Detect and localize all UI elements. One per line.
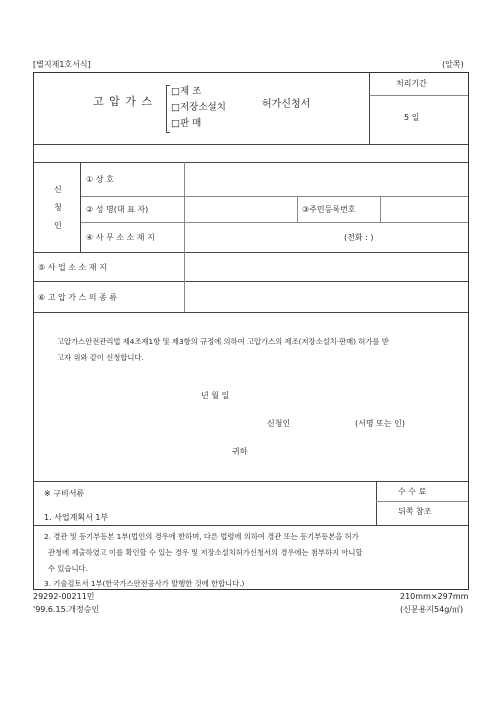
fee-note: 뒤쪽 참조 [398,507,432,516]
title-suffix: 허가신청서 [262,99,311,110]
doc-item-1: 1. 사업계획서 1부 [44,513,109,522]
page-side-label: (앞쪽) [442,60,464,69]
form-number: [별지제1호서식] [33,60,91,69]
phone-label: (전화 : ) [344,233,374,242]
processing-value: 5 일 [404,113,420,122]
business-name-label: ① 상 호 [86,175,114,184]
date-line: 년 월 일 [201,391,230,400]
applicant-label-2: 청 [54,203,62,212]
option-manufacture: □제 조 [171,86,202,97]
doc-item-2-line-3: 수 있습니다. [48,564,88,573]
title-main: 고 압 가 스 [93,95,153,108]
addressee: 귀하 [232,447,248,456]
applicant-label-1: 신 [54,185,62,194]
form-code: 29292-00211민 [33,592,95,601]
business-site-address-label: ⑤ 사 업 소 소 재 지 [38,263,107,272]
processing-label: 처리기간 [396,79,427,88]
paper-spec: (신문용지54g/㎡) [400,605,464,614]
doc-item-2-line-2: 관청에 제출하였고 이를 확인할 수 있는 경우 및 저장소설치허가신청서의 경우에는 첨부하지 아니할 [48,548,363,557]
option-storage: □저장소설치 [171,102,226,113]
signature-placeholder: (서명 또는 인) [355,419,405,428]
statement-line-1: 고압가스안전관리법 제4조제1항 및 제3항의 규정에 의하여 고압가스의 제조(저장소설치·판매) 허가를 받 [57,337,389,346]
paper-size: 210mm×297mm [400,592,469,601]
office-address-label: ④ 사 무 소 소 재 지 [86,233,155,242]
statement-line-2: 고자 위와 같이 신청합니다. [57,353,144,362]
approval-date: '99.6.15.개정승인 [33,605,100,614]
option-sale: □판 매 [171,118,202,129]
applicant-label-3: 인 [54,221,62,230]
doc-item-3: 3. 기술검토서 1부(한국가스안전공사가 발행한 것에 한합니다.) [44,579,245,588]
representative-label: ② 성 명(대 표 자) [86,205,149,214]
fee-label: 수 수 료 [398,487,427,496]
resident-number-label: ③주민등록번호 [302,205,356,214]
gas-type-label: ⑥ 고 압 가 스 의 종 류 [38,293,118,302]
title-bracket [166,85,170,133]
required-docs-title: ※ 구비서류 [44,489,85,498]
doc-item-2-line-1: 2. 경관 및 등기부등본 1부(법인의 경우에 한하며, 다른 법령에 의하여 경관 또는 등기부등본을 허가 [44,532,359,541]
applicant-sign-label: 신청인 [267,419,291,428]
